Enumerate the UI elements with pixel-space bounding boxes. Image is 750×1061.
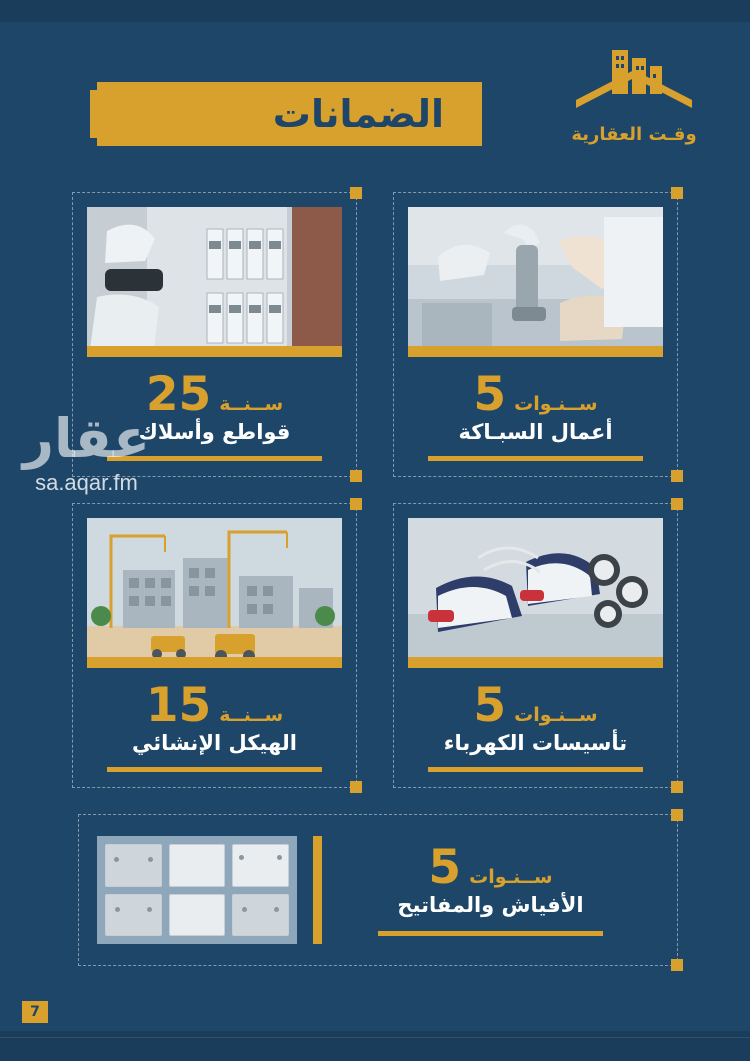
caption-number: 25 (145, 367, 212, 422)
caption-number-row (87, 367, 342, 422)
plumber-hands-faucet-photo (408, 207, 663, 357)
caption-label: الهيكل الإنشائي (132, 731, 297, 755)
page-number: 7 (22, 1001, 48, 1023)
caption-rule (428, 767, 643, 772)
company-logo (554, 44, 714, 164)
warranty-card-switches (78, 814, 678, 966)
caption-unit: ســنــة (219, 704, 284, 726)
socket-plate (232, 894, 289, 937)
caption-label: الأفياش والمفاتيح (397, 893, 584, 917)
divider-bar (313, 836, 322, 944)
switch-plate (169, 844, 226, 887)
electrician-wiring-socket-photo (408, 518, 663, 668)
card-caption (322, 840, 659, 936)
corner-accent (350, 470, 362, 482)
caption-unit: ســنـوات (469, 866, 553, 888)
watermark-arabic: عقار (22, 407, 150, 470)
corner-accent (671, 470, 683, 482)
card-caption (408, 367, 663, 461)
caption-number-row (408, 367, 663, 422)
caption-unit: ســنــة (219, 393, 284, 415)
caption-number: 5 (473, 678, 507, 733)
warranty-card-electrical (393, 503, 678, 788)
caption-rule (378, 931, 603, 936)
bottom-strip (0, 1031, 750, 1061)
caption-label: قواطع وأسلاك (138, 420, 291, 444)
page-title-bar (57, 82, 482, 146)
page-title: الضمانات (272, 92, 444, 136)
thumb-underline (87, 657, 342, 668)
warranty-cards (72, 192, 678, 992)
caption-unit: ســنـوات (514, 704, 598, 726)
cards-row-2 (72, 503, 678, 814)
corner-accent (671, 187, 683, 199)
construction-site-illustration (87, 518, 342, 668)
warranty-card-breakers (72, 192, 357, 477)
corner-accent (350, 498, 362, 510)
card-caption (87, 678, 342, 772)
title-notch (57, 82, 97, 146)
logo-wordmark: وقـت العقارية (571, 124, 697, 145)
socket-plate (105, 894, 162, 937)
card-caption (87, 367, 342, 461)
warranty-card-structure (72, 503, 357, 788)
switch-plate (105, 844, 162, 887)
caption-unit: ســنـوات (514, 393, 598, 415)
caption-number-row (322, 840, 659, 895)
top-strip (0, 0, 750, 22)
caption-number-row (408, 678, 663, 733)
watermark-url: sa.aqar.fm (35, 470, 138, 495)
corner-accent (671, 781, 683, 793)
caption-rule (428, 456, 643, 461)
caption-number-row (87, 678, 342, 733)
corner-accent (671, 809, 683, 821)
cards-row-3 (72, 814, 678, 992)
cards-row-1 (72, 192, 678, 503)
thumb-underline (408, 657, 663, 668)
electrical-breaker-panel-photo (87, 207, 342, 357)
card-caption (408, 678, 663, 772)
caption-label: تأسيسات الكهرباء (443, 731, 628, 755)
warranty-card-plumbing (393, 192, 678, 477)
caption-label: أعمال السبـاكة (458, 420, 613, 444)
corner-accent (350, 781, 362, 793)
caption-number: 5 (473, 367, 507, 422)
corner-accent (350, 187, 362, 199)
caption-number: 15 (145, 678, 212, 733)
thumb-underline (408, 346, 663, 357)
page-header (0, 34, 750, 162)
caption-rule (107, 456, 322, 461)
switch-plate (232, 844, 289, 887)
building-logo-icon (554, 44, 714, 122)
thumb-underline (87, 346, 342, 357)
wall-switches-sockets-photo (97, 836, 297, 944)
caption-rule (107, 767, 322, 772)
corner-accent (671, 959, 683, 971)
corner-accent (671, 498, 683, 510)
caption-number: 5 (428, 840, 462, 895)
socket-plate (169, 894, 226, 937)
